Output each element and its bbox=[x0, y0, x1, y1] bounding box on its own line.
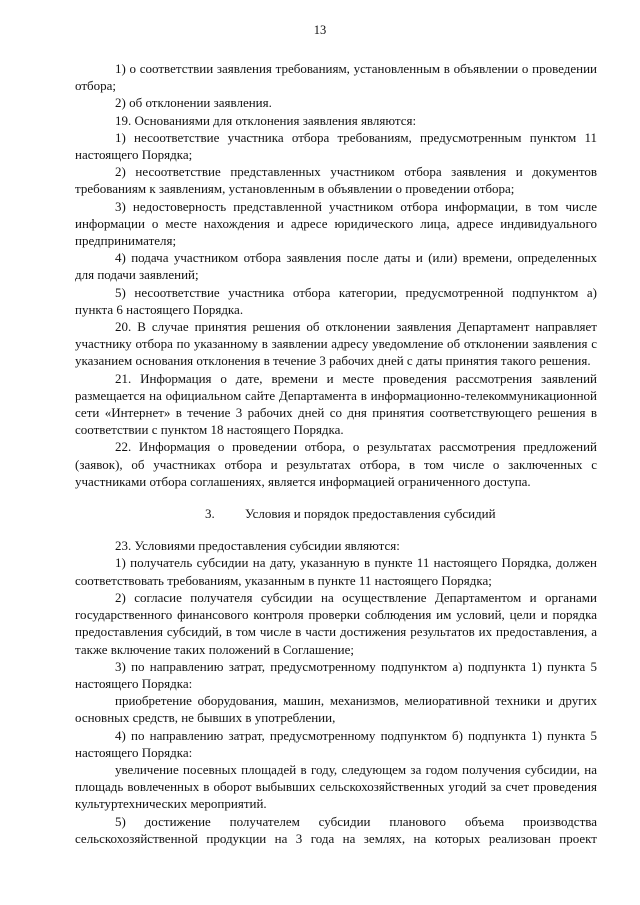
paragraph: 2) несоответствие представленных участником отбора заявления и документов требованиям к заявлениям, установленным в объявлении о проведении отбора; bbox=[75, 164, 597, 197]
paragraph: 4) подача участником отбора заявления после даты и (или) времени, определенных для подачи заявлений; bbox=[75, 250, 597, 283]
paragraph: 1) о соответствии заявления требованиям, установленным в объявлении о проведении отбора; bbox=[75, 61, 597, 94]
paragraph: 20. В случае принятия решения об отклонении заявления Департамент направляет участнику отбора по указанному в заявлении адресу уведомление об отклонении заявления с указанием основания отклонения в течение 3 рабочих дней с даты принятия такого решения. bbox=[75, 319, 597, 369]
paragraph: 23. Условиями предоставления субсидии являются: bbox=[115, 538, 400, 554]
paragraph: 3) по направлению затрат, предусмотренному подпунктом а) подпункта 1) пункта 5 настоящего Порядка: bbox=[75, 658, 597, 691]
paragraph: 2) об отклонении заявления. bbox=[115, 95, 272, 111]
section-number: 3. bbox=[205, 506, 215, 522]
paragraph: 21. Информация о дате, времени и месте проведения рассмотрения заявлений размещается на официальном сайте Департамента в информационно-телекоммуникационной сети «Интернет» в течение 3 рабочих дней со дня принятия соответствующего решения в соответствии с пунктом 18 настоящего Порядка. bbox=[75, 370, 597, 438]
paragraphs-before-section bbox=[75, 60, 597, 490]
paragraphs-after-section bbox=[75, 537, 597, 847]
section-heading bbox=[75, 505, 597, 522]
paragraph: 1) несоответствие участника отбора требованиям, предусмотренным пунктом 11 настоящего Порядка; bbox=[75, 129, 597, 163]
paragraph: 19. Основаниями для отклонения заявления являются: bbox=[115, 112, 417, 128]
paragraph: 2) согласие получателя субсидии на осуществление Департаментом и органами государственного финансового контроля проверки соблюдения им условий, цели и порядка предоставления субсидий, в том числе в части достижения результатов их предоставления, а также включение таких положений в Соглашение; bbox=[75, 589, 597, 657]
paragraph: приобретение оборудования, машин, механизмов, мелиоративной техники и других основных средств, не бывших в употреблении, bbox=[75, 693, 597, 726]
section-title: Условия и порядок предоставления субсидий bbox=[245, 506, 496, 522]
paragraph: 5) несоответствие участника отбора категории, предусмотренной подпунктом а) пункта 6 настоящего Порядка. bbox=[75, 284, 597, 317]
paragraph: 22. Информация о проведении отбора, о результатах рассмотрения предложений (заявок), об участниках отбора и результатах отбора, в том числе о заключенных с участниками отбора соглашениях, является информацией ограниченного доступа. bbox=[75, 439, 597, 489]
paragraph: 1) получатель субсидии на дату, указанную в пункте 11 настоящего Порядка, должен соответствовать требованиям, указанным в пункте 11 настоящего Порядка; bbox=[75, 555, 597, 588]
page-number: 13 bbox=[313, 23, 327, 37]
paragraph: 4) по направлению затрат, предусмотренному подпунктом б) подпункта 1) пункта 5 настоящего Порядка: bbox=[75, 727, 597, 760]
document-body bbox=[75, 60, 597, 847]
paragraph: 3) недостоверность представленной участником отбора информации, в том числе информации о месте нахождения и адресе юридического лица, адресе индивидуального предпринимателя; bbox=[75, 198, 597, 249]
paragraph: увеличение посевных площадей в году, следующем за годом получения субсидии, на площадь вовлеченных в оборот выбывших сельскохозяйственных угодий за счет проведения культуртехнических мероприятий. bbox=[75, 761, 597, 812]
paragraph: 5) достижение получателем субсидии планового объема производства сельскохозяйственной продукции на 3 года на землях, на которых реализован проект bbox=[75, 813, 597, 846]
